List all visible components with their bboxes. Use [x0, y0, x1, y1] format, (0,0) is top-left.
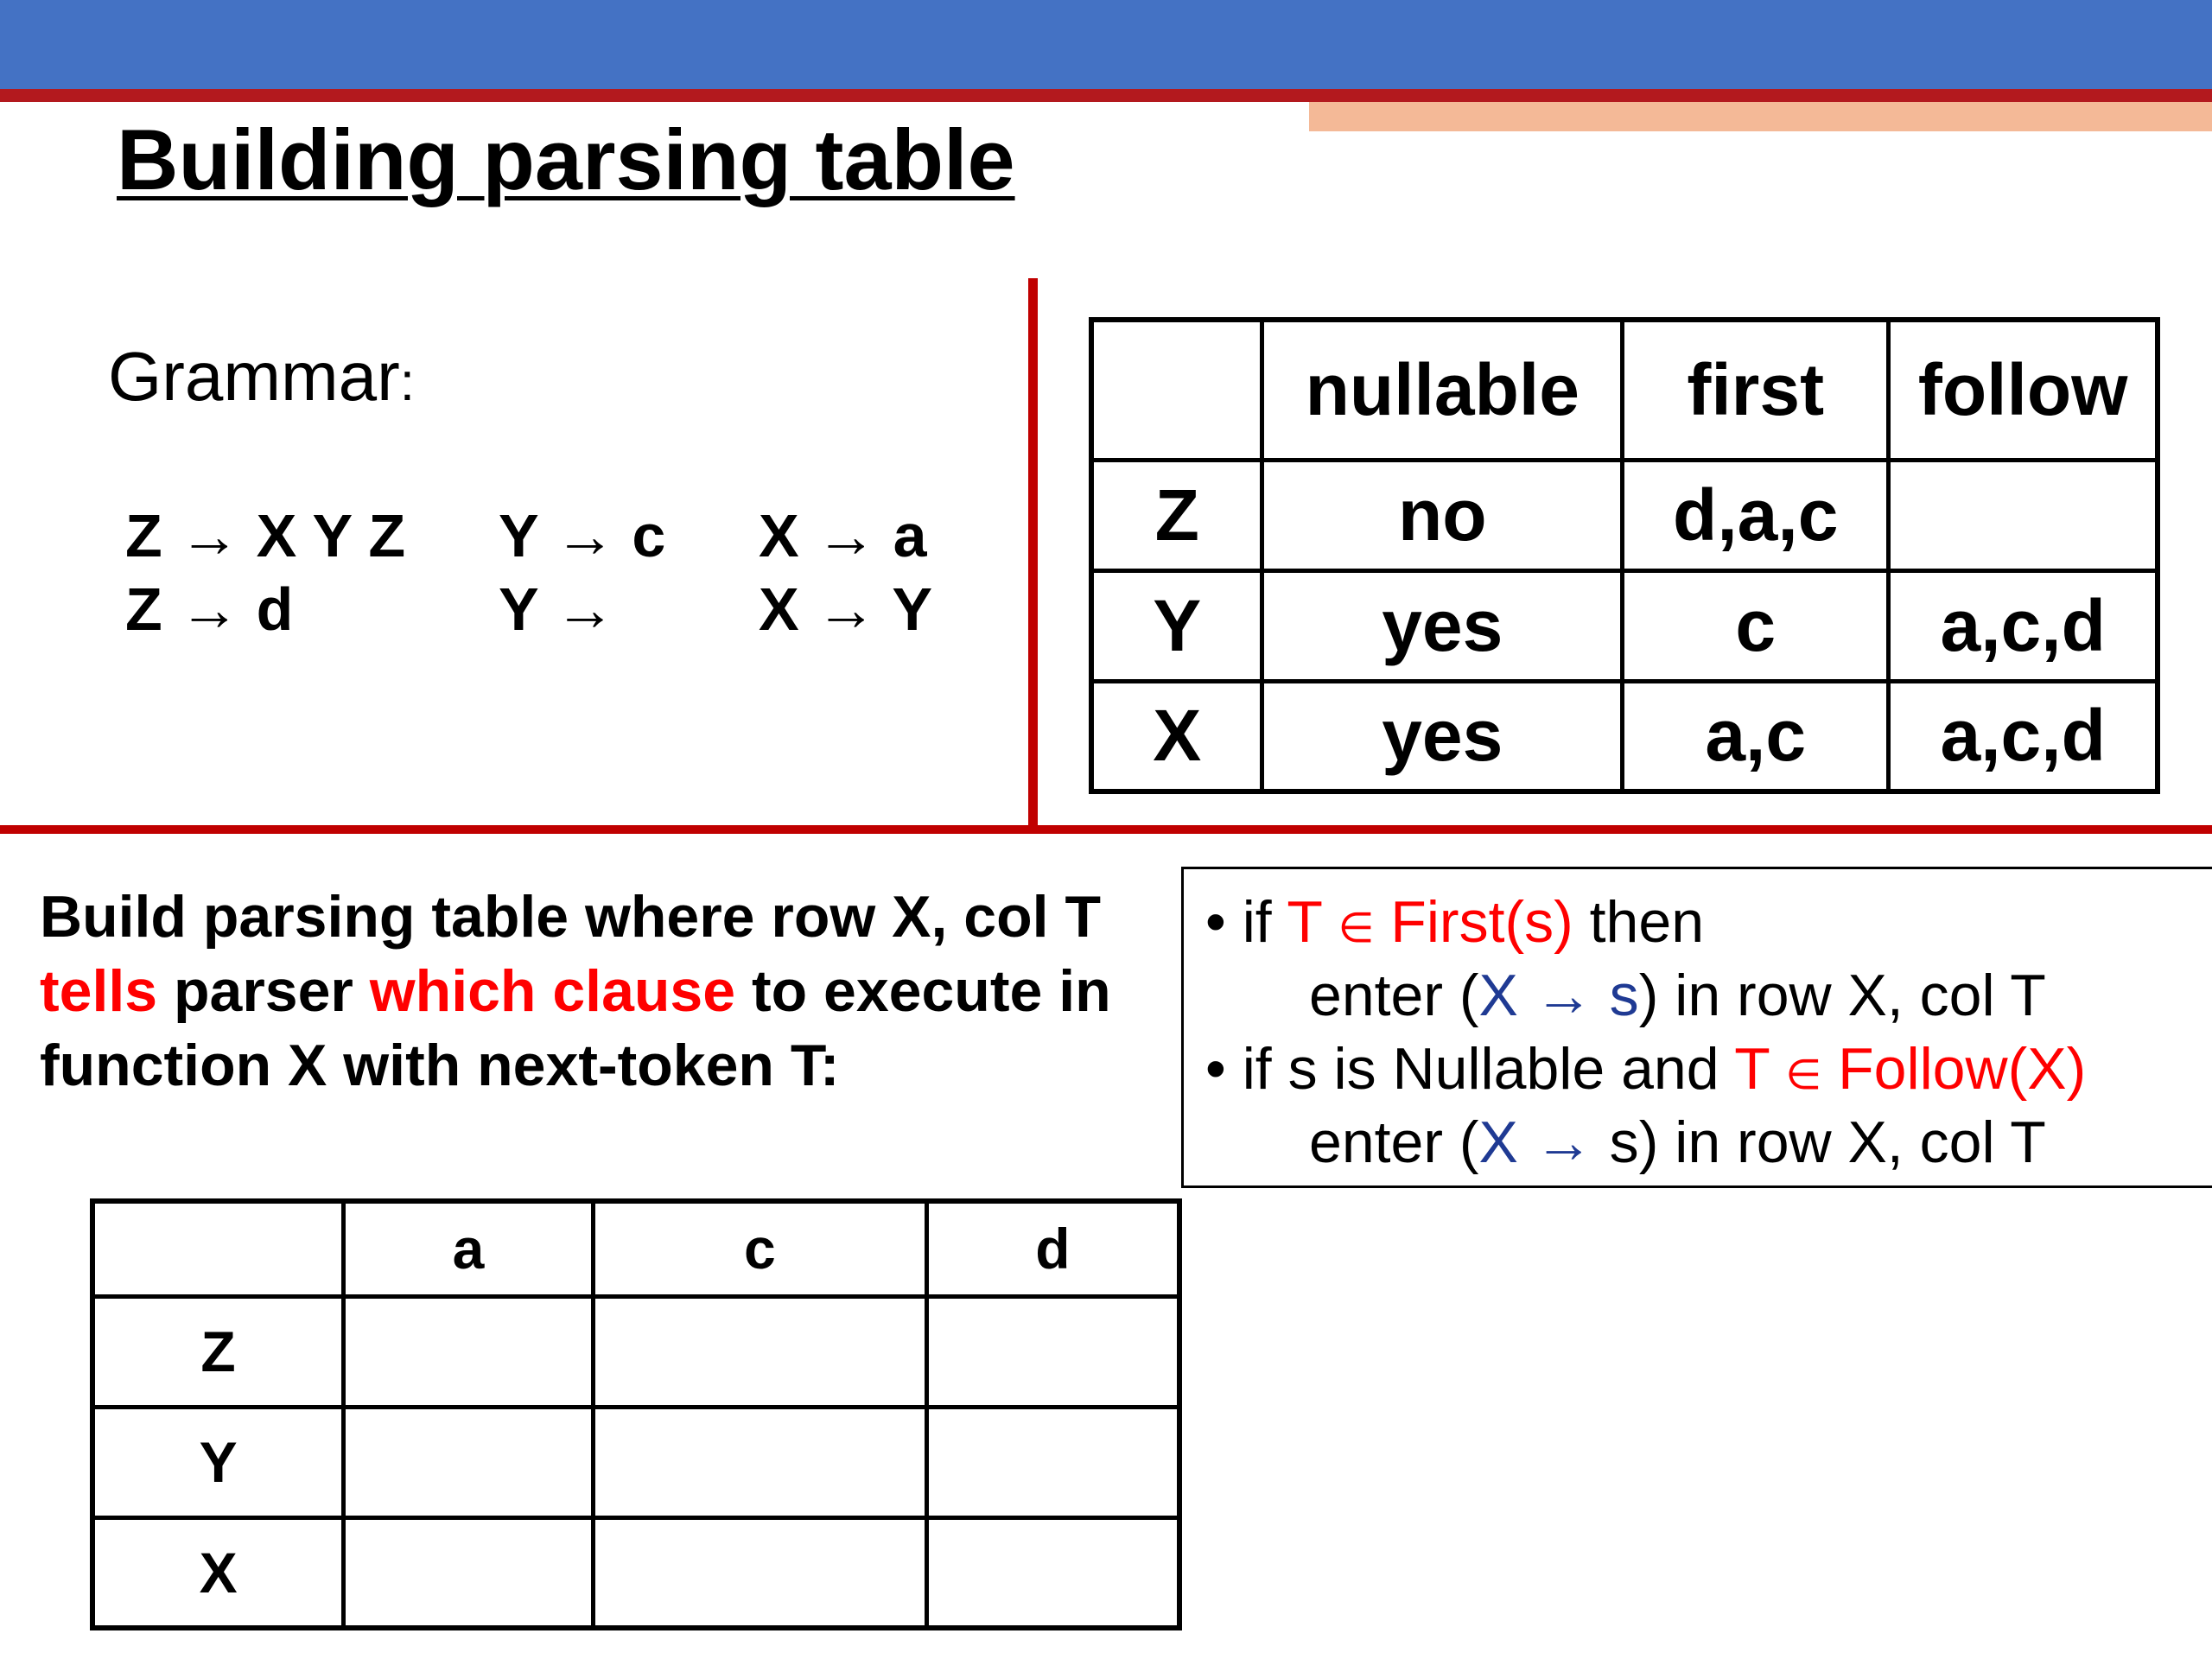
- grammar-rule: Z → d: [125, 575, 294, 643]
- instruction-highlight: which clause: [369, 958, 736, 1024]
- grammar-label-colon: :: [399, 353, 416, 412]
- column-header: nullable: [1262, 320, 1623, 460]
- rule-line: [1205, 888, 1704, 956]
- row-header: X: [1091, 681, 1262, 791]
- table-row: [1091, 570, 2158, 681]
- rule-text: • if s is Nullable and: [1205, 1036, 1735, 1102]
- instruction-part: function X with next-token T:: [40, 1033, 840, 1098]
- table-header-row: [92, 1201, 1179, 1296]
- row-header: Z: [92, 1296, 344, 1407]
- grammar-label-text: Grammar: [108, 338, 400, 415]
- instruction-highlight: tells: [40, 958, 158, 1024]
- parsing-table: [90, 1198, 1182, 1630]
- table-cell: no: [1262, 460, 1623, 570]
- table-cell: a,c: [1623, 681, 1889, 791]
- table-row: [92, 1517, 1179, 1628]
- header-red-bar: [0, 89, 2212, 102]
- rule-line: [1309, 1109, 2046, 1176]
- instruction-text: [40, 880, 1198, 1103]
- table-cell: [1889, 460, 2158, 570]
- table-cell: [593, 1296, 926, 1407]
- horizontal-divider: [0, 825, 2212, 834]
- rule-token: T: [1287, 889, 1338, 955]
- grammar-rule: X → a: [759, 502, 927, 569]
- grammar-label: [108, 337, 415, 416]
- rule-line: [1205, 1035, 2086, 1103]
- rule-token: X: [1478, 963, 1535, 1028]
- instruction-part: Build parsing table where row X, col T: [40, 884, 1101, 950]
- table-row: [92, 1407, 1179, 1517]
- table-cell: [593, 1517, 926, 1628]
- row-header: Y: [1091, 570, 1262, 681]
- instruction-part: parser: [157, 958, 370, 1024]
- column-header: follow: [1889, 320, 2158, 460]
- table-cell: d,a,c: [1623, 460, 1889, 570]
- header-blue-bar: [0, 0, 2212, 89]
- rule-token: T: [1734, 1036, 1786, 1102]
- rule-token: X: [1478, 1109, 1535, 1175]
- table-cell: [926, 1517, 1179, 1628]
- element-of-icon: ∈: [1338, 906, 1375, 951]
- rule-token: First(s): [1374, 889, 1573, 955]
- rule-token: s: [1592, 963, 1639, 1028]
- row-header: Y: [92, 1407, 344, 1517]
- table-row: [1091, 681, 2158, 791]
- grammar-rule: Y → c: [499, 502, 666, 569]
- row-header: X: [92, 1517, 344, 1628]
- table-row: [1091, 460, 2158, 570]
- table-cell: [344, 1407, 594, 1517]
- table-cell: [926, 1296, 1179, 1407]
- column-header: a: [344, 1201, 594, 1296]
- rule-text: enter (: [1309, 963, 1479, 1028]
- row-header: Z: [1091, 460, 1262, 570]
- rule-text: enter (: [1309, 1109, 1479, 1175]
- table-row: [92, 1296, 1179, 1407]
- table-cell: a,c,d: [1889, 570, 2158, 681]
- table-header-row: [1091, 320, 2158, 460]
- table-cell: [1091, 320, 1262, 460]
- table-cell: [344, 1517, 594, 1628]
- rule-token: s: [1592, 1109, 1639, 1175]
- slide-title: Building parsing table: [117, 111, 1015, 207]
- table-cell: [926, 1407, 1179, 1517]
- vertical-divider: [1028, 278, 1038, 825]
- rule-text: • if: [1205, 889, 1287, 955]
- table-cell: [593, 1407, 926, 1517]
- rule-text: ) in row X, col T: [1638, 963, 2046, 1028]
- arrow-icon: →: [1534, 963, 1593, 1028]
- header-peach-bar: [1309, 102, 2212, 131]
- table-cell: yes: [1262, 570, 1623, 681]
- table-cell: [344, 1296, 594, 1407]
- instruction-part: to execute in: [735, 958, 1111, 1024]
- table-cell: c: [1623, 570, 1889, 681]
- column-header: d: [926, 1201, 1179, 1296]
- element-of-icon: ∈: [1785, 1052, 1822, 1098]
- grammar-rule: Z → X Y Z: [125, 502, 406, 569]
- arrow-icon: →: [1534, 1109, 1593, 1175]
- rule-line: [1309, 962, 2046, 1029]
- rules-box: [1181, 867, 2212, 1188]
- table-cell: [92, 1201, 344, 1296]
- grammar-rule: Y →: [499, 575, 615, 643]
- grammar-rule: X → Y: [759, 575, 933, 643]
- rule-text: then: [1573, 889, 1705, 955]
- rule-text: ) in row X, col T: [1638, 1109, 2046, 1175]
- column-header: first: [1623, 320, 1889, 460]
- table-cell: yes: [1262, 681, 1623, 791]
- table-cell: a,c,d: [1889, 681, 2158, 791]
- nullable-first-follow-table: [1089, 317, 2160, 794]
- rule-token: Follow(X): [1821, 1036, 2087, 1102]
- column-header: c: [593, 1201, 926, 1296]
